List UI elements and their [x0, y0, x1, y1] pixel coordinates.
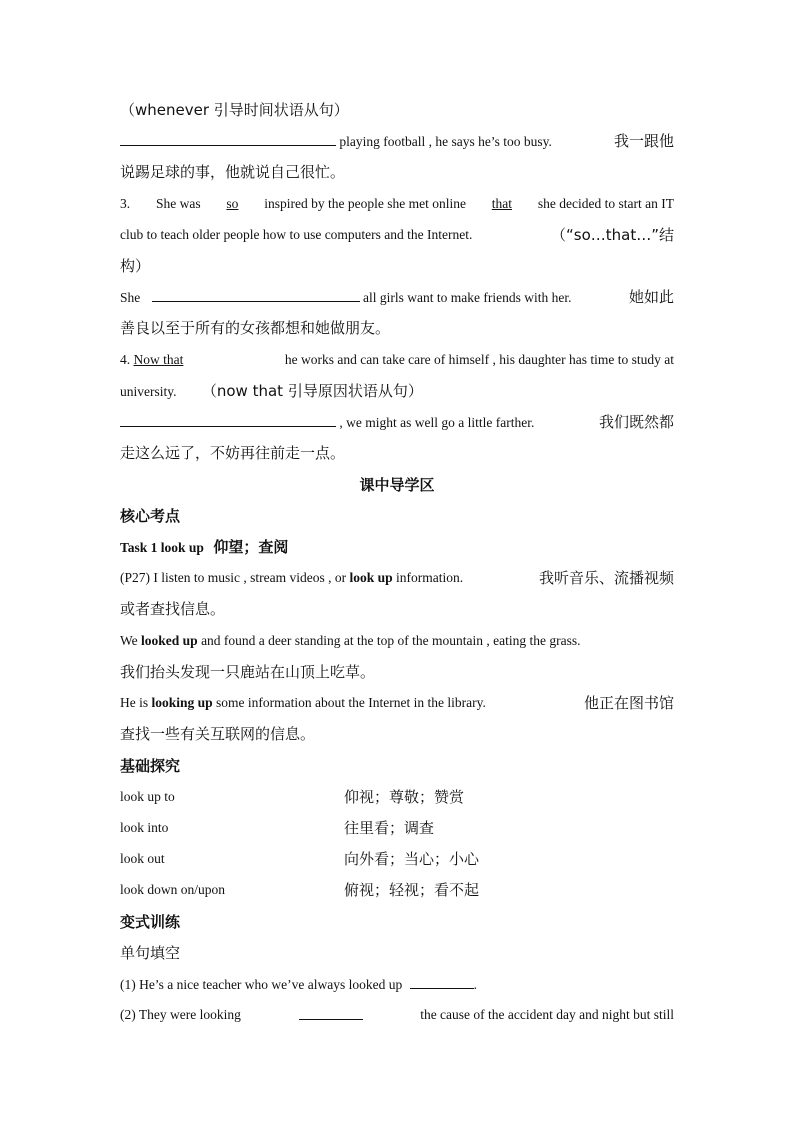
example-sentence: He is looking up some information about the Internet in the library. 他正在图书馆	[120, 693, 674, 715]
underlined-keyword: so	[226, 196, 239, 211]
underlined-keyword: Now that	[133, 352, 184, 367]
clause-note: （now that 引导原因状语从句）	[201, 382, 423, 400]
example-sentence: We looked up and found a deer standing at the top of the mountain , eating the grass.	[120, 633, 581, 648]
underlined-keyword: that	[491, 196, 513, 211]
chinese-translation: 我们既然都	[598, 413, 674, 431]
phrase-row	[120, 818, 674, 840]
core-points-heading: 核心考点	[120, 507, 181, 525]
phrase-row	[120, 787, 674, 809]
keyword-phrase: looked up	[141, 633, 198, 648]
structure-note: 构）	[120, 257, 151, 275]
phrase-en: look down on/upon	[120, 882, 226, 897]
chinese-translation: 他正在图书馆	[583, 694, 674, 712]
chinese-translation: 或者查找信息。	[120, 600, 226, 618]
chinese-translation: 我们抬头发现一只鹿站在山顶上吃草。	[120, 663, 376, 681]
chinese-translation: 我听音乐、流播视频	[538, 569, 674, 587]
practice-heading: 变式训练	[120, 913, 181, 931]
exercise-item: (1) He’s a nice teacher who we’ve always looked up .	[120, 974, 477, 996]
task-heading: Task 1 look up 仰望；查阅	[120, 538, 289, 556]
answer-blank[interactable]	[120, 131, 336, 146]
phrase-cn: 俯视；轻视；看不起	[344, 881, 480, 899]
phrase-row	[120, 880, 674, 902]
phrase-cn: 往里看；调查	[344, 819, 435, 837]
phrase-cn: 向外看；当心；小心	[344, 850, 480, 868]
section-title: 课中导学区	[359, 476, 435, 494]
translation-exercise-line	[120, 131, 674, 153]
answer-blank[interactable]	[152, 287, 360, 302]
phrase-en: look into	[120, 820, 169, 835]
chinese-translation: 善良以至于所有的女孩都想和她做朋友。	[120, 319, 391, 337]
exercise-item: (2) They were looking the cause of the accident day and night but still	[120, 1007, 674, 1022]
phrase-en: look up to	[120, 789, 175, 804]
answer-blank[interactable]	[120, 412, 336, 427]
phrase-row	[120, 849, 674, 871]
keyword-phrase: look up	[349, 570, 393, 585]
chinese-translation: 说踢足球的事，他就说自己很忙。	[120, 163, 346, 181]
example-sentence: 3. She was so inspired by the people she met online that she decided to start an IT	[120, 194, 674, 216]
chinese-translation: 走这么远了，不妨再往前走一点。	[120, 444, 346, 462]
keyword-phrase: looking up	[151, 695, 213, 710]
basics-heading: 基础探究	[120, 757, 181, 775]
example-sentence: (P27) I listen to music , stream videos , or look up information. 我听音乐、流播视频	[120, 568, 674, 590]
translation-exercise-line: She all girls want to make friends with her. 她如此	[120, 287, 674, 309]
example-sentence: university. （now that 引导原因状语从句）	[120, 382, 423, 400]
answer-blank[interactable]	[410, 974, 474, 989]
phrase-cn: 仰视；尊敬；赞赏	[344, 788, 465, 806]
example-sentence: club to teach older people how to use computers and the Internet. （“so…that…”结	[120, 225, 674, 247]
phrase-en: look out	[120, 851, 165, 866]
chinese-translation: 她如此	[628, 288, 674, 306]
fill-in-heading: 单句填空	[120, 944, 181, 962]
example-sentence: 4. Now that he works and can take care of himself , his daughter has time to study at	[120, 352, 674, 367]
translation-exercise-line: , we might as well go a little farther. 我们既然都	[120, 412, 674, 434]
chinese-translation: 我一跟他	[613, 132, 674, 150]
sentence-text: playing football , he says he’s too busy.	[339, 134, 552, 149]
chinese-translation: 查找一些有关互联网的信息。	[120, 725, 316, 743]
structure-note: （“so…that…”结	[551, 226, 674, 244]
clause-note: （whenever 引导时间状语从句）	[120, 101, 349, 119]
answer-blank[interactable]	[299, 1005, 363, 1020]
